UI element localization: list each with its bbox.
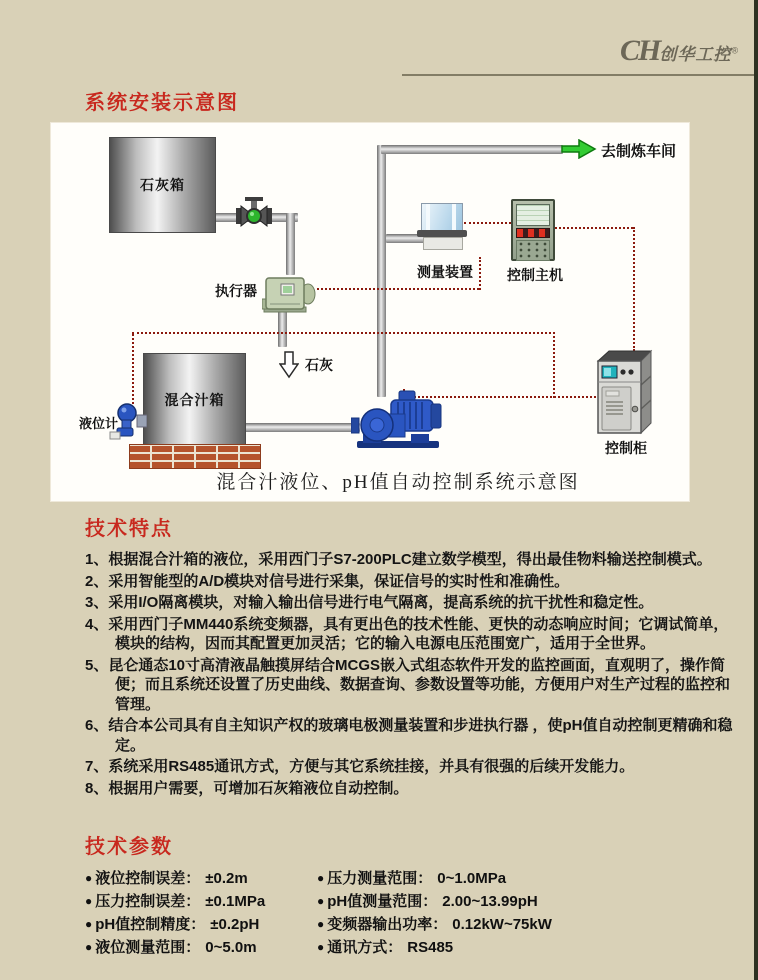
lime-box-label: 石灰箱 bbox=[140, 177, 185, 193]
level-gauge-label: 液位计 bbox=[79, 416, 119, 431]
param-value: 0.12kW~75kW bbox=[452, 916, 552, 933]
control-host-led-display bbox=[516, 228, 550, 238]
feature-item bbox=[85, 572, 737, 592]
params-grid bbox=[85, 869, 705, 957]
pipe-actuator-outlet bbox=[278, 311, 287, 347]
lime-flow-label: 石灰 bbox=[305, 357, 333, 373]
param-row bbox=[317, 892, 705, 911]
feature-number: 2、 bbox=[85, 572, 109, 590]
params-title: 技术参数 bbox=[85, 836, 173, 858]
measuring-device-base bbox=[423, 237, 463, 250]
feature-number: 6、 bbox=[85, 717, 109, 734]
feature-item bbox=[85, 656, 737, 715]
feature-text: 昆仑通态10寸高清液晶触摸屏结合MCGS嵌入式组态软件开发的监控画面，直观明了，操作简便；而且系统还设置了历史曲线、数据查询、参数设置等功能，方便用户对生产过程的监控和管理。 bbox=[108, 656, 731, 713]
page-title: 系统安装示意图 bbox=[85, 92, 239, 114]
control-cabinet-icon bbox=[596, 349, 654, 437]
signal-device-to-host bbox=[464, 222, 511, 224]
param-value: RS485 bbox=[407, 939, 454, 956]
param-label: 液位控制误差： bbox=[95, 870, 201, 887]
destination-label: 去制炼车间 bbox=[601, 143, 677, 160]
control-host-screen bbox=[516, 204, 550, 226]
logo-ch-mark: CH bbox=[620, 34, 660, 67]
registered-mark: ® bbox=[731, 45, 738, 56]
features-section bbox=[85, 512, 737, 800]
feature-text: 系统采用RS485通讯方式，方便与其它系统挂接，并具有很强的后续开发能力。 bbox=[108, 758, 635, 775]
actuator-label: 执行器 bbox=[215, 283, 257, 299]
param-value: 0~5.0m bbox=[205, 939, 257, 956]
pump-icon bbox=[351, 387, 447, 451]
control-host bbox=[511, 199, 555, 261]
feature-number: 3、 bbox=[85, 594, 109, 611]
bullet-icon: ● bbox=[317, 940, 325, 954]
page-edge-strip bbox=[754, 0, 758, 980]
features-title: 技术特点 bbox=[85, 518, 173, 540]
signal-host-to-cabinet bbox=[555, 227, 633, 229]
param-value: 2.00~13.99pH bbox=[442, 893, 538, 910]
param-value: ±0.2pH bbox=[210, 916, 260, 933]
params-section bbox=[85, 830, 705, 957]
feature-item bbox=[85, 757, 737, 777]
param-label: pH值测量范围： bbox=[327, 893, 438, 910]
signal-gauge-to-cabinet bbox=[132, 332, 555, 334]
system-diagram bbox=[50, 122, 690, 502]
signal-host-cabinet-drop bbox=[633, 227, 635, 351]
mix-juice-tank-label: 混合汁箱 bbox=[164, 392, 225, 408]
pipe-pump-riser bbox=[377, 145, 386, 397]
pipe-tank-to-pump bbox=[244, 423, 360, 432]
param-label: 变频器输出功率： bbox=[327, 916, 448, 933]
company-logo bbox=[620, 34, 738, 68]
param-label: 压力测量范围： bbox=[327, 870, 433, 887]
feature-item bbox=[85, 779, 737, 799]
param-row bbox=[85, 892, 317, 911]
param-label: 液位测量范围： bbox=[95, 939, 201, 956]
param-row bbox=[85, 938, 317, 957]
signal-gauge-riser bbox=[132, 334, 134, 404]
param-row bbox=[317, 915, 705, 934]
bullet-icon: ● bbox=[85, 940, 93, 954]
bullet-icon: ● bbox=[85, 871, 93, 885]
bullet-icon: ● bbox=[317, 917, 325, 931]
bullet-icon: ● bbox=[85, 917, 93, 931]
feature-text: 结合本公司具有自主知识产权的玻璃电极测量装置和步进执行器 ，使pH值自动控制更精确和稳定。 bbox=[108, 717, 733, 754]
param-label: 压力控制误差： bbox=[95, 893, 201, 910]
measuring-device-column bbox=[452, 204, 456, 230]
feature-text: 根据混合汁箱的液位，采用西门子S7-200PLC建立数学模型，得出最佳物料输送控制模式。 bbox=[108, 551, 712, 568]
feature-number: 7、 bbox=[85, 758, 109, 775]
param-row bbox=[85, 915, 317, 934]
signal-actuator-to-host bbox=[312, 288, 479, 290]
lime-down-arrow-icon bbox=[279, 351, 299, 379]
feature-number: 5、 bbox=[85, 656, 109, 674]
measuring-device-column bbox=[426, 204, 430, 230]
feature-item bbox=[85, 716, 737, 755]
actuator-icon bbox=[262, 273, 316, 315]
param-label: 通讯方式： bbox=[327, 939, 403, 956]
param-row bbox=[317, 938, 705, 957]
param-row bbox=[85, 869, 317, 888]
feature-item bbox=[85, 593, 737, 613]
feature-text: 采用西门子MM440系统变频器，具有更出色的技术性能、更快的动态响应时间；它调试简单，模块的结构，因而其配置更加灵活；它的输入电源电压范围宽广，适用于全世界。 bbox=[108, 615, 729, 652]
control-host-keypad bbox=[516, 240, 550, 261]
measuring-device-label: 测量装置 bbox=[417, 264, 473, 280]
measuring-device-platform bbox=[417, 230, 467, 237]
brick-base bbox=[129, 444, 261, 469]
param-row bbox=[317, 869, 705, 888]
bullet-icon: ● bbox=[317, 894, 325, 908]
flow-arrow-icon bbox=[561, 139, 597, 159]
pipe-valve-down bbox=[286, 213, 295, 275]
control-host-label: 控制主机 bbox=[507, 267, 563, 283]
lime-box bbox=[109, 137, 216, 233]
param-label: pH值控制精度： bbox=[95, 916, 206, 933]
param-value: ±0.1MPa bbox=[205, 893, 266, 910]
param-value: 0~1.0MPa bbox=[437, 870, 507, 887]
measuring-device bbox=[417, 203, 467, 247]
diagram-caption: 混合汁液位、pH值自动控制系统示意图 bbox=[216, 472, 580, 493]
control-cabinet-label: 控制柜 bbox=[605, 440, 647, 456]
feature-text: 采用智能型的A/D模块对信号进行采集，保证信号的实时性和准确性。 bbox=[108, 572, 570, 590]
valve-icon bbox=[234, 197, 274, 235]
signal-cabinet-drop bbox=[553, 332, 555, 398]
feature-number: 8、 bbox=[85, 779, 109, 797]
feature-item bbox=[85, 550, 737, 570]
feature-number: 1、 bbox=[85, 551, 109, 568]
bullet-icon: ● bbox=[317, 871, 325, 885]
mix-juice-tank bbox=[143, 353, 246, 447]
feature-number: 4、 bbox=[85, 615, 109, 633]
feature-text: 采用I/O隔离模块，对输入输出信号进行电气隔离，提高系统的抗干扰性和稳定性。 bbox=[108, 594, 654, 611]
logo-company-name: 创华工控 bbox=[659, 45, 732, 64]
feature-item bbox=[85, 615, 737, 654]
header-rule bbox=[402, 74, 754, 76]
bullet-icon: ● bbox=[85, 894, 93, 908]
pipe-top-outlet bbox=[381, 145, 563, 154]
param-value: ±0.2m bbox=[205, 870, 248, 887]
feature-text: 根据用户需要，可增加石灰箱液位自动控制。 bbox=[108, 779, 409, 797]
